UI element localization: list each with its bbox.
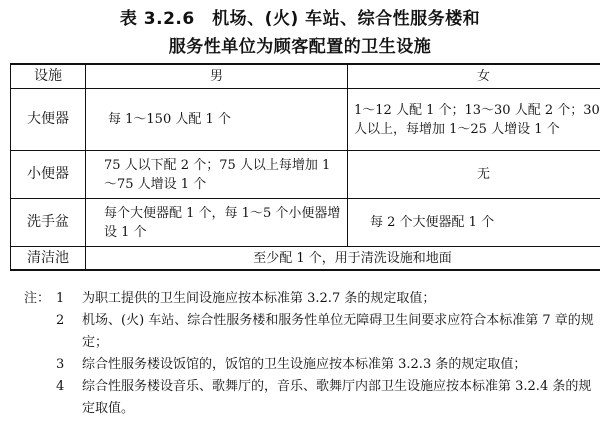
notes-label: 注： [24,291,51,306]
note-item [24,376,594,420]
header-female: 女 [348,64,600,89]
table-row [11,199,600,247]
note-text: 综合性服务楼设音乐、歌舞厅的，音乐、歌舞厅内部卫生设施应按本标准第 3.2.4 条的规定取值。 [82,379,592,416]
table-title-line-1: 表 3.2.6 机场、(火) 车站、综合性服务楼和 [119,9,481,29]
table-row [11,151,600,199]
male-cell: 每 1～150 人配 1 个 [86,89,348,151]
female-cell: 1～12 人配 1 个；13～30 人配 2 个；30 人以上，每增加 1～25 人增设 1 个 [348,89,600,151]
note-item [24,310,594,354]
header-male: 男 [86,64,348,89]
note-text: 为职工提供的卫生间设施应按本标准第 3.2.7 条的规定取值； [82,291,436,306]
facility-cell: 小便器 [11,151,86,199]
note-number: 2 [56,313,65,328]
note-text: 机场、(火) 车站、综合性服务楼和服务性单位无障碍卫生间要求应符合本标准第 7 章的规定； [82,313,594,350]
note-number: 4 [56,379,65,394]
facility-cell: 洗手盆 [11,199,86,247]
header-facility: 设施 [11,64,86,89]
notes-section [24,288,594,420]
note-item [24,288,594,310]
note-text: 综合性服务楼设饭馆的，饭馆的卫生设施应按本标准第 3.2.3 条的规定取值； [82,357,527,372]
table-row [11,89,600,151]
note-number: 3 [56,357,65,372]
male-cell: 每个大便器配 1 个，每 1～5 个小便器增设 1 个 [86,199,348,247]
female-cell: 每 2 个大便器配 1 个 [348,199,600,247]
facility-cell: 大便器 [11,89,86,151]
note-number: 1 [56,291,65,306]
table-header-row [11,64,600,89]
merged-cell: 至少配 1 个，用于清洗设施和地面 [86,247,600,271]
female-cell: 无 [348,151,600,199]
note-item [24,354,594,376]
sanitary-facilities-table [10,63,600,271]
table-row [11,247,600,271]
facility-cell: 清洁池 [11,247,86,271]
table-title-line-2: 服务性单位为顾客配置的卫生设施 [168,37,432,57]
male-cell: 75 人以下配 2 个；75 人以上每增加 1～75 人增设 1 个 [86,151,348,199]
